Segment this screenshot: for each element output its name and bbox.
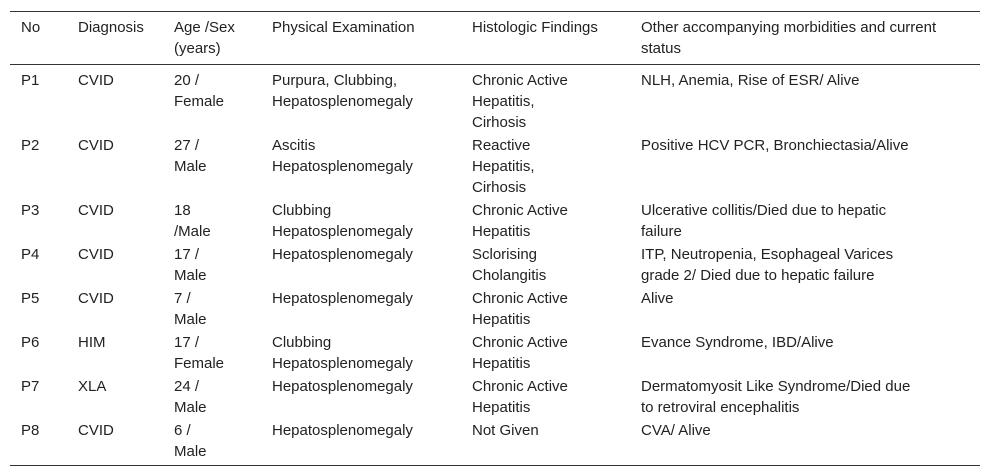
cell-no: P1 — [21, 72, 40, 89]
header-histologic-findings: Histologic Findings — [472, 19, 598, 36]
cell-no: P5 — [21, 290, 40, 307]
cell-no: P2 — [21, 137, 40, 154]
table-row — [10, 135, 980, 200]
table-row — [10, 332, 980, 376]
patient-table-container — [10, 11, 980, 466]
cell-no: P7 — [21, 378, 40, 395]
cell-physical-examination: Clubbing Hepatosplenomegaly — [272, 334, 413, 372]
header-no: No — [21, 19, 41, 36]
header-diagnosis: Diagnosis — [78, 19, 144, 36]
cell-diagnosis: CVID — [78, 72, 114, 89]
cell-histologic-findings: Chronic Active Hepatitis — [472, 202, 568, 240]
header-other-morbidities: Other accompanying morbidities and current status — [641, 19, 937, 57]
header-physical-examination: Physical Examination — [272, 19, 415, 36]
cell-physical-examination: Clubbing Hepatosplenomegaly — [272, 202, 413, 240]
cell-other-morbidities: Dermatomyosit Like Syndrome/Died due to retroviral encephalitis — [641, 378, 911, 416]
cell-histologic-findings: Chronic Active Hepatitis — [472, 334, 568, 372]
cell-age-sex: 17 / Female — [174, 334, 225, 372]
cell-other-morbidities: CVA/ Alive — [641, 422, 711, 439]
cell-no: P4 — [21, 246, 40, 263]
cell-other-morbidities: Ulcerative collitis/Died due to hepatic failure — [641, 202, 887, 240]
table-row — [10, 420, 980, 466]
cell-other-morbidities: NLH, Anemia, Rise of ESR/ Alive — [641, 72, 860, 89]
cell-age-sex: 18 /Male — [174, 202, 211, 240]
cell-age-sex: 27 / Male — [174, 137, 207, 175]
table-body — [10, 65, 980, 466]
cell-no: P8 — [21, 422, 40, 439]
cell-age-sex: 6 / Male — [174, 422, 207, 460]
cell-histologic-findings: Chronic Active Hepatitis — [472, 378, 568, 416]
table-row — [10, 244, 980, 288]
cell-age-sex: 7 / Male — [174, 290, 207, 328]
cell-diagnosis: CVID — [78, 422, 114, 439]
cell-histologic-findings: Sclorising Cholangitis — [472, 246, 547, 284]
header-age-sex: Age /Sex (years) — [174, 19, 235, 57]
cell-age-sex: 24 / Male — [174, 378, 207, 416]
cell-diagnosis: CVID — [78, 202, 114, 219]
cell-physical-examination: Hepatosplenomegaly — [272, 290, 413, 307]
cell-diagnosis: XLA — [78, 378, 107, 395]
cell-histologic-findings: Chronic Active Hepatitis, Cirhosis — [472, 72, 568, 131]
cell-diagnosis: CVID — [78, 246, 114, 263]
cell-no: P6 — [21, 334, 40, 351]
table-row — [10, 376, 980, 420]
table-row — [10, 65, 980, 136]
cell-physical-examination: Hepatosplenomegaly — [272, 378, 413, 395]
cell-other-morbidities: Evance Syndrome, IBD/Alive — [641, 334, 834, 351]
cell-age-sex: 20 / Female — [174, 72, 225, 110]
cell-histologic-findings: Not Given — [472, 422, 539, 439]
cell-physical-examination: Hepatosplenomegaly — [272, 246, 413, 263]
cell-physical-examination: Purpura, Clubbing, Hepatosplenomegaly — [272, 72, 413, 110]
cell-physical-examination: Ascitis Hepatosplenomegaly — [272, 137, 413, 175]
patient-table — [10, 11, 980, 466]
cell-diagnosis: CVID — [78, 137, 114, 154]
table-row — [10, 200, 980, 244]
cell-diagnosis: HIM — [78, 334, 106, 351]
cell-age-sex: 17 / Male — [174, 246, 207, 284]
header-row — [10, 12, 980, 65]
cell-histologic-findings: Reactive Hepatitis, Cirhosis — [472, 137, 535, 196]
cell-other-morbidities: ITP, Neutropenia, Esophageal Varices grade 2/ Died due to hepatic failure — [641, 246, 894, 284]
cell-diagnosis: CVID — [78, 290, 114, 307]
cell-other-morbidities: Alive — [641, 290, 674, 307]
cell-no: P3 — [21, 202, 40, 219]
cell-physical-examination: Hepatosplenomegaly — [272, 422, 413, 439]
cell-other-morbidities: Positive HCV PCR, Bronchiectasia/Alive — [641, 137, 909, 154]
table-header — [10, 12, 980, 65]
cell-histologic-findings: Chronic Active Hepatitis — [472, 290, 568, 328]
table-row — [10, 288, 980, 332]
